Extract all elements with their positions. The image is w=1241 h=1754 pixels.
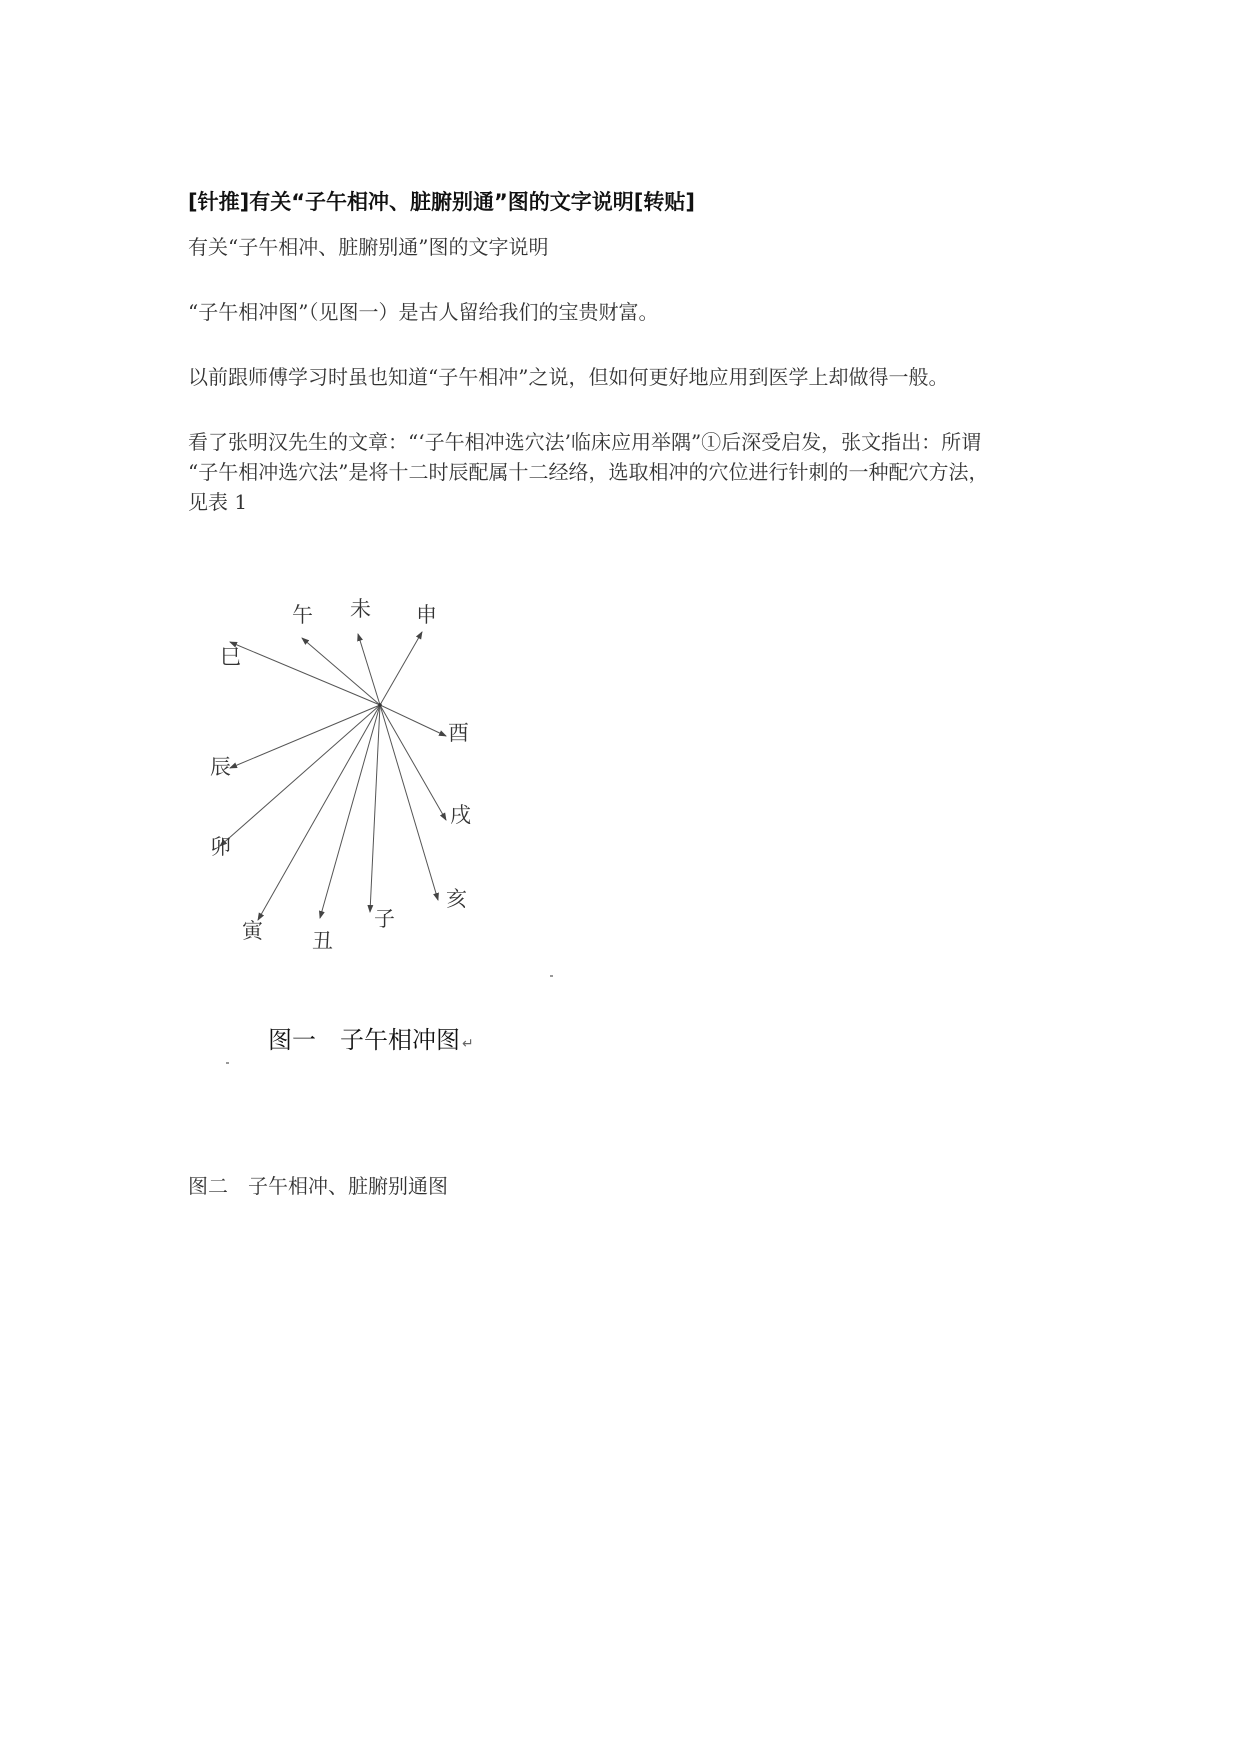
diagram-center-point xyxy=(378,703,382,707)
stray-mark xyxy=(226,1062,229,1064)
paragraph-2: 以前跟师傅学习时虽也知道“子午相冲”之说，但如何更好地应用到医学上却做得一般。 xyxy=(188,365,949,389)
stray-mark xyxy=(550,975,553,977)
branch-arrow-戌 xyxy=(380,705,446,820)
branch-arrow-未 xyxy=(358,634,380,705)
branch-arrow-酉 xyxy=(380,705,446,736)
branch-label-酉: 酉 xyxy=(448,721,469,745)
branch-arrow-辰 xyxy=(230,705,380,768)
figure-1-caption xyxy=(268,1020,474,1055)
figure-1-caption-text: 图一 子午相冲图 xyxy=(268,1026,460,1054)
branch-label-丑: 丑 xyxy=(312,929,333,953)
paragraph-3-line-1: 看了张明汉先生的文章：“‘子午相冲选穴法’临床应用举隅”①后深受启发，张文指出：所谓 xyxy=(188,430,982,454)
branch-arrow-巳 xyxy=(230,642,380,705)
branch-arrow-亥 xyxy=(380,705,438,900)
figure-1-ziwu-diagram xyxy=(210,590,560,990)
branch-label-午: 午 xyxy=(292,603,313,627)
paragraph-3 xyxy=(188,427,1068,517)
branch-label-戌: 戌 xyxy=(450,803,471,827)
branch-label-亥: 亥 xyxy=(446,887,467,911)
paragraph-1: “子午相冲图”（见图一）是古人留给我们的宝贵财富。 xyxy=(188,300,659,324)
branch-label-子: 子 xyxy=(374,907,395,931)
paragraph-3-line-2: “子午相冲选穴法”是将十二时辰配属十二经络，选取相冲的穴位进行针刺的一种配穴方法， xyxy=(188,460,989,484)
return-mark-icon: ↵ xyxy=(462,1036,474,1052)
figure-2-caption: 图二 子午相冲、脏腑别通图 xyxy=(188,1174,448,1198)
branch-arrow-申 xyxy=(380,632,422,705)
branch-label-辰: 辰 xyxy=(210,755,231,779)
ziwu-diagram-svg xyxy=(210,590,560,990)
subtitle-paragraph: 有关“子午相冲、脏腑别通”图的文字说明 xyxy=(188,235,549,259)
document-title: [针推]有关“子午相冲、脏腑别通”图的文字说明[转贴] xyxy=(188,190,695,214)
branch-arrow-寅 xyxy=(258,705,380,920)
branch-label-寅: 寅 xyxy=(242,919,263,943)
paragraph-3-line-3: 见表 1 xyxy=(188,490,248,514)
branch-label-卯: 卯 xyxy=(210,835,231,859)
branch-label-巳: 巳 xyxy=(220,645,241,669)
branch-arrow-午 xyxy=(302,638,380,705)
branch-arrow-卯 xyxy=(220,705,380,846)
branch-label-未: 未 xyxy=(350,597,371,621)
branch-label-申: 申 xyxy=(416,603,437,627)
